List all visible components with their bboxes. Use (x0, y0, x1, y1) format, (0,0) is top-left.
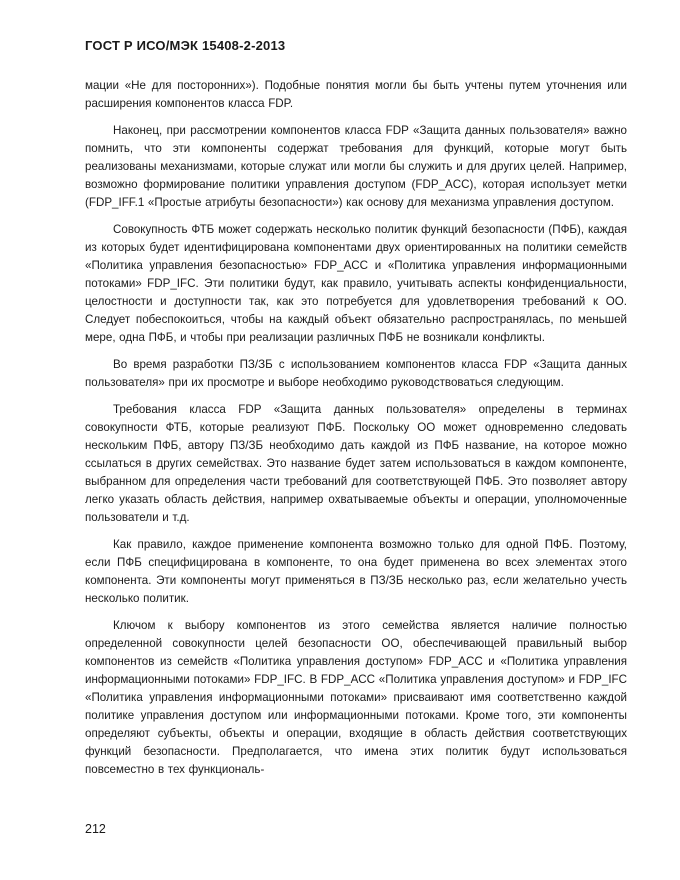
body-paragraph: Требования класса FDP «Защита данных пользователя» определены в терминах совокупности ФТБ, которые реализуют ПФБ. Поскольку ОО может одновременно следовать нескольким ПФБ, автору ПЗ/ЗБ необходимо дать каждой из ПФБ название, на которое можно ссылаться в других семействах. Это название будет затем использоваться в каждом компоненте, выбранном для определения части требований для соответствующей ПФБ. Это позволяет автору легко указать область действия, например охватываемые объекты и операции, уполномоченные пользователи и т.д. (85, 403, 627, 524)
page-number: 212 (85, 822, 106, 836)
document-header: ГОСТ Р ИСО/МЭК 15408-2-2013 (85, 38, 286, 53)
body-paragraph: Как правило, каждое применение компонента возможно только для одной ПФБ. Поэтому, если ПФБ специфицирована в компоненте, то она будет применена во всех элементах этого компонента. Эти компоненты могут применяться в ПЗ/ЗБ несколько раз, если желательно учесть несколько политик. (85, 538, 627, 605)
body-paragraph: Во время разработки ПЗ/ЗБ с использованием компонентов класса FDP «Защита данных пользователя» при их просмотре и выборе необходимо руководствоваться следующим. (85, 358, 627, 389)
body-paragraph: Совокупность ФТБ может содержать несколько политик функций безопасности (ПФБ), каждая из которых будет идентифицирована компонентами двух ориентированных на политики семейств «Политика управления безопасностью» FDP_ACC и «Политика управления информационными потоками» FDP_IFC. Эти политики будут, как правило, учитывать аспекты конфиденциальности, целостности и доступности так, как это потребуется для удовлетворения требований к ОО. Следует побеспокоиться, чтобы на каждый объект обязательно распространялась, по меньшей мере, одна ПФБ, и чтобы при реализации различных ПФБ не возникали конфликты. (85, 223, 627, 344)
document-body (85, 77, 627, 788)
body-paragraph: Ключом к выбору компонентов из этого семейства является наличие полностью определенной совокупности целей безопасности ОО, обеспечивающей правильный выбор компонентов из семейств «Политика управления доступом» FDP_ACC и «Политика управления информационными потоками» FDP_IFC. В FDP_ACC «Политика управления доступом» и FDP_IFC «Политика управления информационными потоками» присваивают имя соответственно каждой политике управления доступом или информационными потоками. Кроме того, эти компоненты определяют субъекты, объекты и операции, входящие в область действия соответствующих функций безопасности. Предполагается, что имена этих политик будут использоваться повсеместно в тех функциональ- (85, 619, 627, 776)
body-paragraph: Наконец, при рассмотрении компонентов класса FDP «Защита данных пользователя» важно помнить, что эти компоненты содержат требования для функций, которые могут быть реализованы механизмами, которые служат или могли бы служить и для других целей. Например, возможно формирование политики управления доступом (FDP_ACC), которая использует метки (FDP_IFF.1 «Простые атрибуты безопасности») как основу для механизма управления доступом. (85, 124, 627, 209)
body-paragraph: мации «Не для посторонних»). Подобные понятия могли бы быть учтены путем уточнения или расширения компонентов класса FDP. (85, 79, 627, 110)
